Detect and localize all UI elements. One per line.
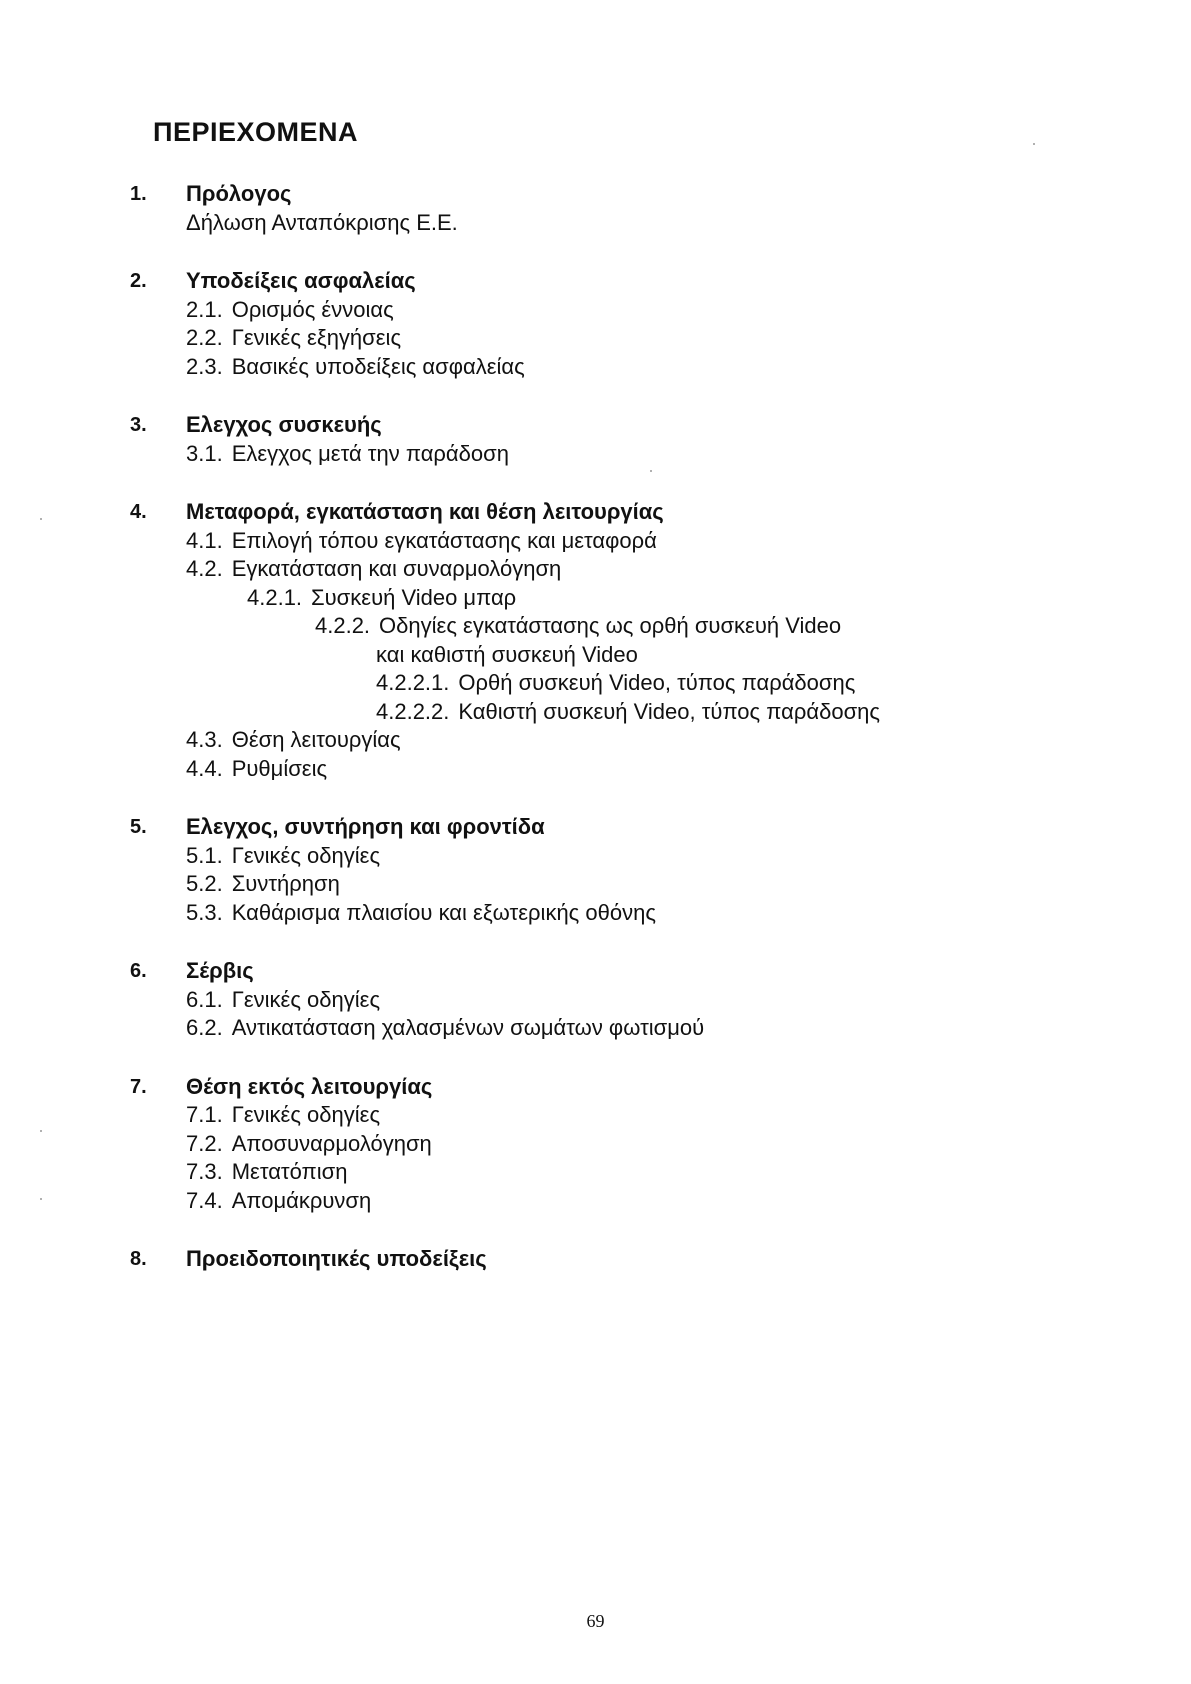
toc-section-6: [130, 957, 1130, 1043]
toc-entry: [130, 1158, 1130, 1187]
entry-number: 5.2.: [186, 871, 223, 896]
chapter-title: Ελεγχος, συντήρηση και φροντίδα: [186, 814, 545, 839]
entry-number: 4.3.: [186, 727, 223, 752]
toc-section-5: [130, 813, 1130, 927]
toc-entry: [130, 584, 1130, 613]
entry-number: 7.2.: [186, 1130, 223, 1156]
chapter-title: Ελεγχος συσκευής: [186, 412, 382, 437]
chapter-title: Πρόλογος: [186, 181, 292, 206]
page-title: ΠΕΡΙΕΧΟΜΕΝΑ: [153, 117, 359, 147]
entry-number: 4.2.: [186, 556, 223, 581]
chapter-heading: [130, 813, 1130, 842]
toc-entry: [130, 1130, 1130, 1159]
toc-entry: [130, 324, 1130, 353]
entry-number: 7.4.: [186, 1187, 223, 1213]
chapter-heading: [130, 1245, 1130, 1274]
toc-entry: [130, 440, 1130, 469]
toc-entry: [130, 209, 1130, 238]
toc-entry: [130, 842, 1130, 871]
scan-speck: [40, 518, 42, 520]
entry-number: 2.3.: [186, 353, 223, 379]
chapter-number: 7.: [130, 1075, 147, 1098]
entry-text: Οδηγίες εγκατάστασης ως ορθή συσκευή Video: [379, 613, 842, 638]
toc-entry: [130, 726, 1130, 755]
chapter-number: 3.: [130, 414, 147, 436]
chapter-number: 6.: [130, 960, 147, 982]
chapter-heading: [130, 180, 1130, 209]
entry-number: 4.2.2.: [315, 613, 371, 638]
toc-entry: [130, 1014, 1130, 1043]
toc-entry: [130, 612, 1130, 641]
toc-section-3: [130, 411, 1130, 468]
entry-text: Ελεγχος μετά την παράδοση: [231, 440, 509, 466]
entry-number: 4.2.1.: [247, 584, 303, 610]
chapter-heading: [130, 411, 1130, 440]
scan-speck: [40, 1198, 42, 1200]
entry-number: 6.2.: [186, 1015, 223, 1040]
chapter-heading: [130, 1073, 1130, 1102]
chapter-number: 4.: [130, 501, 147, 523]
toc-section-2: [130, 267, 1130, 381]
toc-entry: [130, 1187, 1130, 1216]
toc-entry: [130, 755, 1130, 784]
table-of-contents: [130, 180, 1130, 1304]
entry-number: 2.2.: [186, 325, 223, 350]
entry-number: 7.3.: [186, 1159, 223, 1184]
chapter-number: 8.: [130, 1248, 147, 1270]
entry-number: 2.1.: [186, 296, 223, 322]
entry-text: Αντικατάσταση χαλασμένων σωμάτων φωτισμού: [231, 1015, 705, 1040]
chapter-title: Θέση εκτός λειτουργίας: [186, 1073, 433, 1099]
entry-text: Απομάκρυνση: [231, 1187, 372, 1213]
entry-text: Καθιστή συσκευή Video, τύπος παράδοσης: [458, 698, 880, 724]
toc-entry: [130, 353, 1130, 382]
entry-number: 7.1.: [186, 1102, 223, 1127]
chapter-title: Προειδοποιητικές υποδείξεις: [186, 1246, 487, 1271]
toc-entry: [130, 555, 1130, 584]
toc-section-8: [130, 1245, 1130, 1274]
entry-number: 4.2.2.2.: [376, 698, 450, 724]
entry-text: Γενικές εξηγήσεις: [231, 325, 402, 350]
toc-entry: [130, 870, 1130, 899]
entry-text: Γενικές οδηγίες: [231, 986, 381, 1012]
toc-section-1: [130, 180, 1130, 237]
entry-text: Μετατόπιση: [231, 1159, 348, 1184]
chapter-number: 2.: [130, 270, 147, 292]
toc-entry: [130, 698, 1130, 727]
entry-number: 3.1.: [186, 440, 223, 466]
entry-number: 4.1.: [186, 527, 223, 553]
toc-section-4: [130, 498, 1130, 783]
toc-entry: [130, 899, 1130, 928]
scan-speck: [1033, 143, 1035, 145]
chapter-title: Μεταφορά, εγκατάσταση και θέση λειτουργίας: [186, 499, 664, 524]
entry-text: Συσκευή Video μπαρ: [311, 584, 517, 610]
chapter-heading: [130, 498, 1130, 527]
toc-entry: [130, 527, 1130, 556]
toc-section-7: [130, 1073, 1130, 1216]
entry-text: και καθιστή συσκευή Video: [376, 641, 638, 667]
toc-entry: [130, 986, 1130, 1015]
entry-text: Βασικές υποδείξεις ασφαλείας: [231, 353, 525, 379]
entry-text: Ορισμός έννοιας: [231, 296, 394, 322]
entry-text: Θέση λειτουργίας: [231, 727, 401, 752]
entry-text: Γενικές οδηγίες: [231, 1102, 381, 1127]
entry-number: 5.1.: [186, 842, 223, 868]
chapter-heading: [130, 267, 1130, 296]
entry-text: Ορθή συσκευή Video, τύπος παράδοσης: [458, 670, 856, 695]
chapter-heading: [130, 957, 1130, 986]
chapter-title: Υποδείξεις ασφαλείας: [186, 268, 416, 293]
entry-number: 4.2.2.1.: [376, 670, 450, 695]
toc-entry: [130, 1101, 1130, 1130]
entry-number: 4.4.: [186, 755, 223, 781]
scan-speck: [40, 1130, 42, 1132]
chapter-number: 5.: [130, 816, 147, 838]
chapter-title: Σέρβις: [186, 958, 254, 983]
entry-number: 5.3.: [186, 899, 223, 925]
entry-number: 6.1.: [186, 986, 223, 1012]
entry-text: Εγκατάσταση και συναρμολόγηση: [231, 556, 562, 581]
page-number: 69: [586, 1611, 605, 1631]
entry-text: Συντήρηση: [231, 871, 340, 896]
entry-text: Επιλογή τόπου εγκατάστασης και μεταφορά: [231, 527, 657, 553]
toc-entry: [130, 296, 1130, 325]
entry-text: Ρυθμίσεις: [231, 755, 328, 781]
toc-entry: [130, 669, 1130, 698]
toc-entry-continuation: [130, 641, 1130, 670]
entry-text: Καθάρισμα πλαισίου και εξωτερικής οθόνης: [231, 899, 656, 925]
chapter-number: 1.: [130, 183, 147, 205]
entry-text: Δήλωση Ανταπόκρισης Ε.Ε.: [186, 209, 458, 235]
entry-text: Γενικές οδηγίες: [231, 842, 381, 868]
scan-speck: [650, 470, 652, 472]
entry-text: Αποσυναρμολόγηση: [231, 1130, 432, 1156]
